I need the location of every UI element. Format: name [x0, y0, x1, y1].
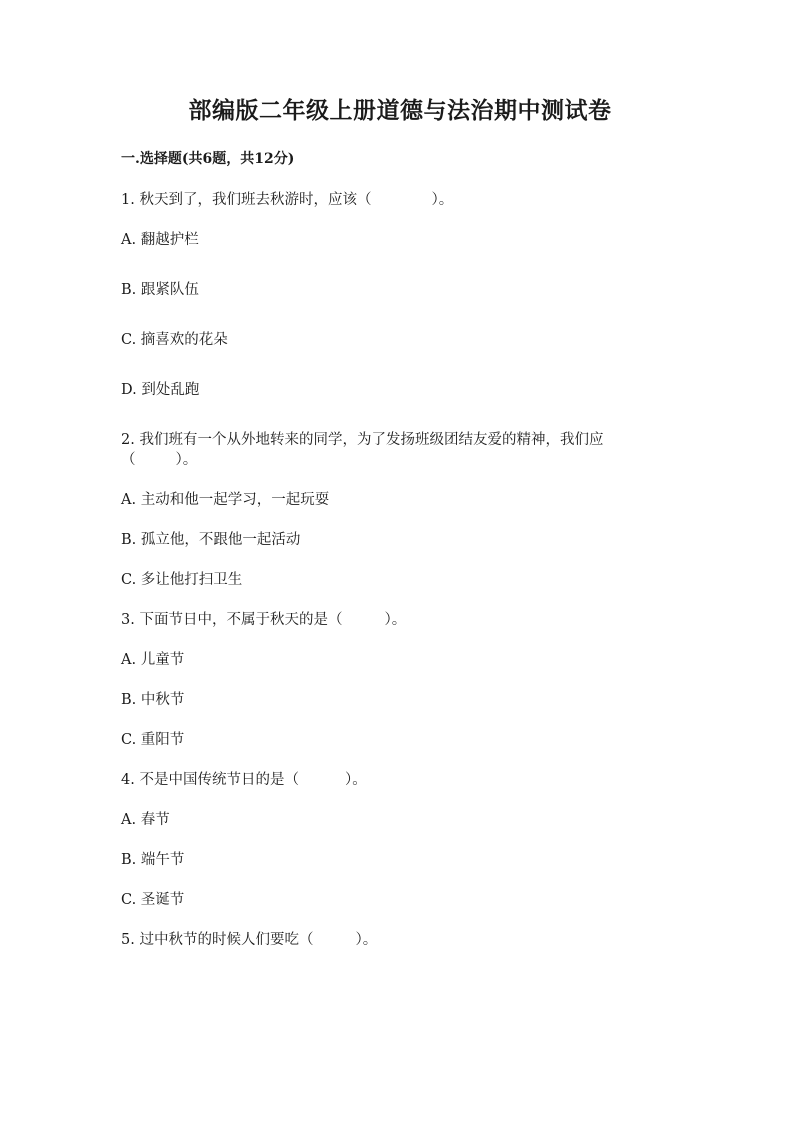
question-4-close: ）。	[344, 772, 367, 788]
question-2-option-a: A. 主动和他一起学习，一起玩耍	[121, 492, 330, 508]
question-1-option-c: C. 摘喜欢的花朵	[121, 332, 228, 348]
page-title: 部编版二年级上册道德与法治期中测试卷	[188, 97, 612, 124]
question-1-text: 1. 秋天到了，我们班去秋游时，应该（	[121, 192, 372, 208]
question-5-close: ）。	[355, 932, 378, 948]
question-2-stem-line2	[121, 448, 197, 469]
question-4-option-b: B. 端午节	[121, 852, 185, 868]
question-3-option-a: A. 儿童节	[121, 652, 185, 668]
question-1-option-d: D. 到处乱跑	[121, 382, 200, 398]
question-5-stem	[121, 928, 377, 949]
question-1-stem	[121, 188, 453, 209]
question-3-close: ）。	[384, 612, 407, 628]
question-2-close: ）。	[175, 452, 198, 468]
question-1-close: ）。	[431, 192, 454, 208]
question-1-option-b: B. 跟紧队伍	[121, 282, 199, 298]
question-4-text: 4. 不是中国传统节日的是（	[121, 772, 299, 788]
question-2-stem-line1: 2. 我们班有一个从外地转来的同学，为了发扬班级团结友爱的精神，我们应	[121, 432, 604, 448]
question-3-option-b: B. 中秋节	[121, 692, 185, 708]
question-5-text: 5. 过中秋节的时候人们要吃（	[121, 932, 314, 948]
question-4-stem	[121, 768, 367, 789]
question-2-option-b: B. 孤立他，不跟他一起活动	[121, 532, 301, 548]
question-1-option-a: A. 翻越护栏	[121, 232, 199, 248]
question-2-open: （	[121, 452, 136, 468]
question-2-option-c: C. 多让他打扫卫生	[121, 572, 243, 588]
question-3-text: 3. 下面节日中，不属于秋天的是（	[121, 612, 343, 628]
section-heading: 一.选择题(共6题，共12分)	[121, 151, 295, 167]
question-4-option-c: C. 圣诞节	[121, 892, 185, 908]
question-3-option-c: C. 重阳节	[121, 732, 185, 748]
question-3-stem	[121, 608, 406, 629]
question-4-option-a: A. 春节	[121, 812, 170, 828]
